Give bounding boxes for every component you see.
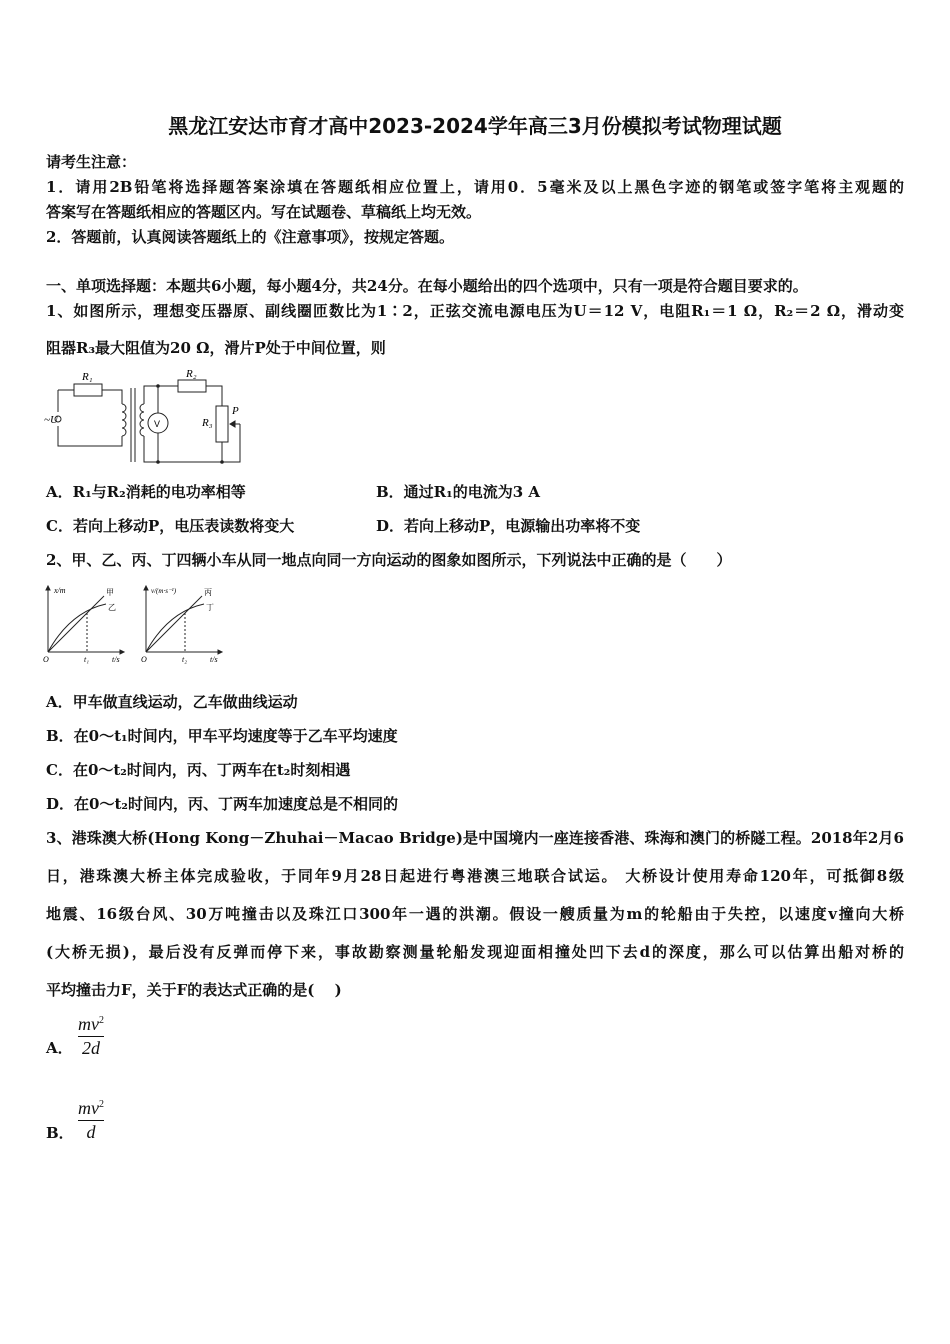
q1-option-c: C．若向上移动P，电压表读数将变大 [46, 517, 295, 535]
q3-option-a-formula [78, 1014, 104, 1059]
q3-option-a-exponent: 2 [99, 1015, 104, 1026]
q2-graph-xt [40, 582, 130, 664]
graph1-line-a [48, 596, 104, 652]
q3-stem-line-2: 日，港珠澳大桥主体完成验收，于同年9月28日起进行粤港澳三地联合试运。 大桥设计使用寿命120年，可抵御8级 [46, 867, 904, 885]
label-r3: R₃ [202, 417, 213, 429]
graph1-origin: O [43, 655, 49, 664]
q3-stem-line-1: 3、港珠澳大桥(Hong Kong－Zhuhai－Macao Bridge)是中国境内一座连接香港、珠海和澳门的桥隧工程。2018年2月6 [46, 829, 904, 847]
label-voltmeter: V [154, 419, 161, 429]
q2-option-a: A．甲车做直线运动，乙车做曲线运动 [46, 693, 298, 711]
q3-option-b-label: B． [46, 1124, 74, 1142]
q3-option-b-formula [78, 1098, 104, 1143]
graph1-series-b: 乙 [108, 603, 116, 612]
graph2-curve-b [146, 604, 204, 652]
q1-stem-line-1: 1、如图所示，理想变压器原、副线圈匝数比为1∶2，正弦交流电源电压为U＝12 V，电阻R₁＝1 Ω，R₂＝2 Ω，滑动变 [46, 302, 904, 320]
q1-option-d: D．若向上移动P，电源输出功率将不变 [376, 517, 641, 535]
graph2-ylabel: v/(m·s⁻¹) [151, 587, 177, 595]
page-title: 黑龙江安达市育才高中2023-2024学年高三3月份模拟考试物理试题 [168, 114, 782, 138]
secondary-coil-symbol [140, 404, 144, 436]
graph1-tick: t₁ [84, 655, 90, 664]
section-heading: 一、单项选择题：本题共6小题，每小题4分，共24分。在每小题给出的四个选项中，只有一项是符合题目要求的。 [46, 277, 808, 295]
q3-option-b-exponent: 2 [99, 1099, 104, 1110]
q1-stem-line-2: 阻器R₃最大阻值为20 Ω，滑片P处于中间位置，则 [46, 339, 386, 357]
label-r1: R₁ [82, 371, 93, 383]
transformer-circuit-diagram [44, 366, 254, 470]
label-p: P [232, 405, 239, 417]
q3-option-a-denominator: 2d [82, 1038, 100, 1058]
q1-option-b: B．通过R₁的电流为3 A [376, 483, 541, 501]
q3-stem-line-4: (大桥无损)，最后没有反弹而停下来，事故勘察测量轮船发现迎面相撞处凹下去d的深度，那么可以估算出船对桥的 [46, 943, 904, 961]
notice-line-1b: 答案写在答题纸相应的答题区内。写在试题卷、草稿纸上均无效。 [46, 203, 482, 221]
q2-option-c: C．在0～t₂时间内，丙、丁两车在t₂时刻相遇 [46, 761, 351, 779]
q3-option-a-label: A． [46, 1039, 73, 1057]
graph1-curve-b [48, 604, 106, 652]
graph2-series-a: 丙 [204, 588, 212, 597]
graph2-line-a [146, 596, 202, 652]
q2-option-d: D．在0～t₂时间内，丙、丁两车加速度总是不相同的 [46, 795, 398, 813]
graph2-xlabel: t/s [210, 655, 218, 664]
q3-option-b-denominator: d [86, 1122, 96, 1142]
q3-option-b-numerator: mv [78, 1098, 99, 1118]
graph2-tick: t₂ [182, 655, 188, 664]
resistor-r2-symbol [178, 380, 206, 392]
graph2-origin: O [141, 655, 147, 664]
q3-stem-line-3: 地震、16级台风、30万吨撞击以及珠江口300年一遇的洪潮。假设一艘质量为m的轮船由于失控，以速度v撞向大桥 [46, 905, 904, 923]
graph1-series-a: 甲 [106, 588, 114, 597]
resistor-r1-symbol [74, 384, 102, 396]
q1-option-a: A．R₁与R₂消耗的电功率相等 [46, 483, 246, 501]
q2-option-b: B．在0～t₁时间内，甲车平均速度等于乙车平均速度 [46, 727, 398, 745]
q3-option-a-numerator: mv [78, 1014, 99, 1034]
transformer-core-symbol [131, 388, 135, 462]
q2-graph-vt [138, 582, 228, 664]
graph2-series-b: 丁 [206, 603, 214, 612]
resistor-r3-symbol [216, 406, 228, 442]
q3-stem-line-5: 平均撞击力F，关于F的表达式正确的是( ) [46, 981, 342, 999]
label-source-u: ~U [44, 414, 58, 426]
notice-heading: 请考生注意： [46, 153, 137, 171]
notice-line-2: 2．答题前，认真阅读答题纸上的《注意事项》，按规定答题。 [46, 228, 454, 246]
label-r2: R₂ [186, 368, 197, 380]
notice-line-1a: 1．请用2B铅笔将选择题答案涂填在答题纸相应位置上，请用0．5毫米及以上黑色字迹的钢笔或签字笔将主观题的 [46, 178, 904, 196]
primary-coil-symbol [122, 404, 126, 436]
q2-stem: 2、甲、乙、丙、丁四辆小车从同一地点向同一方向运动的图象如图所示，下列说法中正确的是（ ） [46, 551, 732, 569]
graph1-ylabel: x/m [54, 586, 66, 595]
graph1-xlabel: t/s [112, 655, 120, 664]
